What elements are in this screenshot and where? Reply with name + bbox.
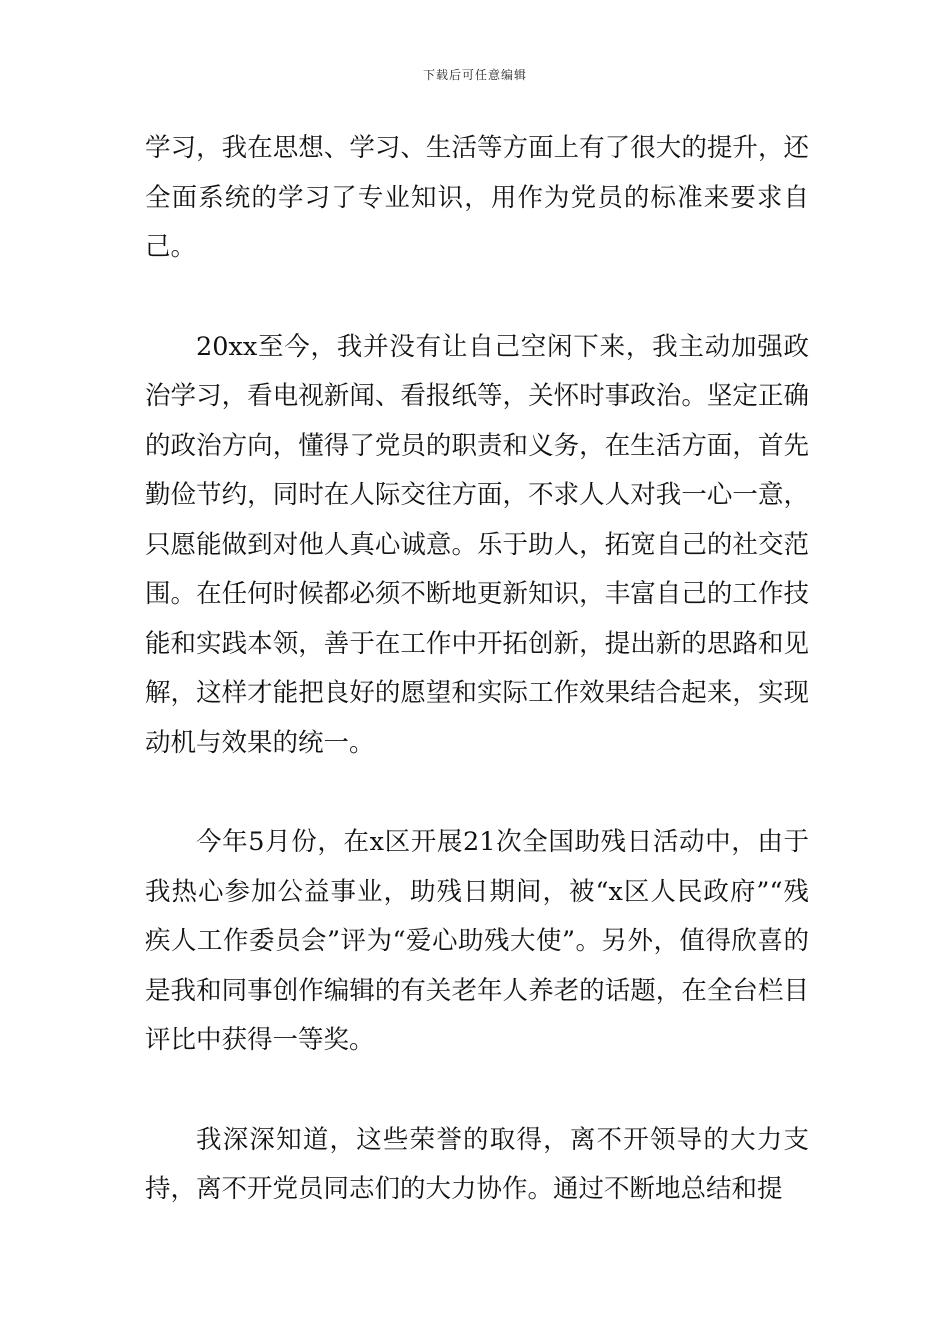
document-body: [145, 124, 809, 1215]
paragraph-gratitude: 我深深知道，这些荣誉的取得，离不开领导的大力支持，离不开党员同志们的大力协作。通过不断地总结和提: [145, 1124, 809, 1204]
paragraph-awards: 今年5月份，在x区开展21次全国助残日活动中，由于我热心参加公益事业，助残日期间，被“x区人民政府”“残疾人工作委员会”评为“爱心助残大使”。另外，值得欣喜的是我和同事创作编辑的有关老年人养老的话题，在全台栏目评比中获得一等奖。: [145, 827, 809, 1055]
paragraph-political-study: 20xx至今，我并没有让自己空闲下来，我主动加强政治学习，看电视新闻、看报纸等，关怀时事政治。坚定正确的政治方向，懂得了党员的职责和义务，在生活方面，首先勤俭节约，同时在人际交往方面，不求人人对我一心一意，只愿能做到对他人真心诚意。乐于助人，拓宽自己的社交范围。在任何时候都必须不断地更新知识，丰富自己的工作技能和实践本领，善于在工作中开拓创新，提出新的思路和见解，这样才能把良好的愿望和实际工作效果结合起来，实现动机与效果的统一。: [145, 331, 809, 758]
page-header-note: 下载后可任意编辑: [422, 68, 527, 82]
paragraph-continuation: 学习，我在思想、学习、生活等方面上有了很大的提升，还全面系统的学习了专业知识，用作为党员的标准来要求自己。: [145, 133, 809, 262]
